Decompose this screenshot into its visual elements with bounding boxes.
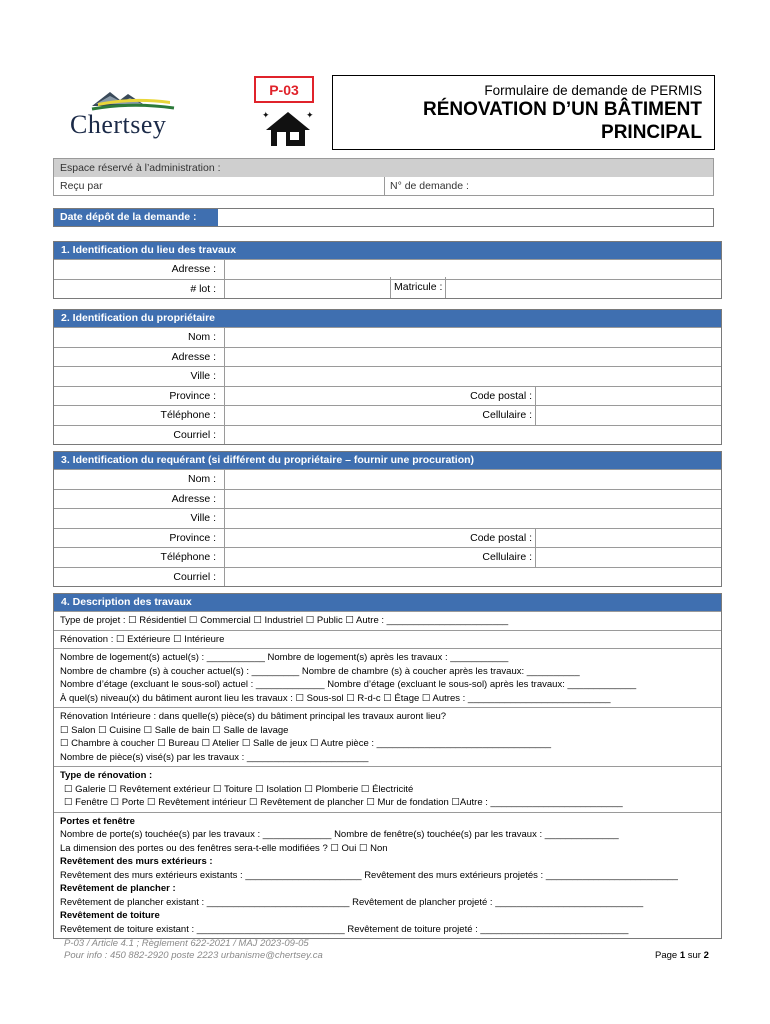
field-ville[interactable]: [54, 366, 721, 386]
renovation-block[interactable]: [54, 630, 721, 649]
type-renovation-heading: Type de rénovation :: [60, 770, 153, 781]
type-renovation-line-2[interactable]: ☐ Fenêtre ☐ Porte ☐ Revêtement intérieur ☐ Revêtement de plancher ☐ Mur de fondation ☐Autre : _________________________: [64, 797, 623, 808]
no-demande-label: N° de demande :: [390, 180, 469, 192]
type-projet[interactable]: Type de projet : ☐ Résidentiel ☐ Commercial ☐ Industriel ☐ Public ☐ Autre : _______________________: [60, 615, 509, 626]
svg-text:✦: ✦: [306, 110, 314, 120]
title-box: [332, 75, 715, 150]
label: Code postal :: [470, 389, 532, 402]
page-total: 2: [703, 950, 709, 961]
admin-section: [53, 158, 714, 196]
title-line1: Formulaire de demande de PERMIS: [484, 83, 702, 98]
label: # lot :: [190, 282, 216, 295]
pieces-line-1[interactable]: ☐ Salon ☐ Cuisine ☐ Salle de bain ☐ Salle de lavage: [60, 724, 289, 736]
divider: [224, 470, 225, 489]
date-depot-label: Date dépôt de la demande :: [54, 209, 218, 226]
field-courriel[interactable]: [54, 425, 721, 445]
admin-divider: [384, 177, 385, 195]
pieces-line-2[interactable]: ☐ Chambre à coucher ☐ Bureau ☐ Atelier ☐ Salle de jeux ☐ Autre pièce : _________________________________: [60, 738, 552, 749]
section-1: [53, 241, 722, 299]
label: Cellulaire :: [482, 409, 532, 421]
field-courriel[interactable]: [54, 567, 721, 587]
recu-par-label: Reçu par: [60, 180, 103, 192]
divider: [535, 387, 536, 406]
divider: [224, 529, 225, 548]
divider: [224, 280, 225, 299]
divider: [535, 529, 536, 548]
footer-line-1: P-03 / Article 4.1 ; Règlement 622-2021 / MAJ 2023-09-05: [64, 938, 309, 949]
label: Nom :: [187, 473, 216, 485]
divider: [224, 406, 225, 425]
divider: [390, 277, 391, 299]
plancher-line[interactable]: Revêtement de plancher existant : ___________________________ Revêtement de plancher projeté : ____________________________: [60, 896, 644, 908]
field-adresse[interactable]: [54, 489, 721, 509]
section-1-title: 1. Identification du lieu des travaux: [54, 242, 721, 259]
divider: [224, 509, 225, 528]
divider: [224, 568, 225, 587]
label: Adresse :: [171, 492, 216, 505]
label: Ville :: [190, 370, 216, 382]
divider: [224, 490, 225, 509]
niveaux-line[interactable]: À quel(s) niveau(x) du bâtiment auront lieu les travaux : ☐ Sous-sol ☐ R-d-c ☐ Étage ☐ Autres : ___________________________: [60, 692, 611, 704]
label: Téléphone :: [160, 551, 216, 563]
logements-line[interactable]: Nombre de logement(s) actuel(s) : ___________ Nombre de logement(s) après les travaux : ___________: [60, 652, 509, 663]
murs-exterieurs-line[interactable]: Revêtement des murs extérieurs existants : ______________________ Revêtement des murs extérieurs projetés : _________________________: [60, 869, 678, 881]
divider: [535, 406, 536, 425]
field-telephone[interactable]: [54, 547, 721, 567]
toiture-line[interactable]: Revêtement de toiture existant : ____________________________ Revêtement de toiture projeté : ____________________________: [60, 923, 629, 935]
section-3-title: 3. Identification du requérant (si différent du propriétaire – fournir une procuration): [54, 452, 721, 469]
interieure-question: Rénovation Intérieure : dans quelle(s) pièce(s) du bâtiment principal les travaux auront lieu?: [60, 711, 447, 722]
label: Province :: [169, 389, 216, 402]
page-sur: sur: [687, 950, 701, 961]
field-ville[interactable]: [54, 508, 721, 528]
toiture-heading: Revêtement de toiture: [60, 910, 160, 921]
field-adresse[interactable]: [54, 259, 721, 279]
date-depot-row[interactable]: [53, 208, 714, 227]
footer: [64, 938, 323, 962]
section-2: [53, 309, 722, 445]
page-label: Page: [655, 950, 678, 961]
type-renovation-block[interactable]: [54, 766, 721, 812]
portes-fenetre-heading: Portes et fenêtre: [60, 815, 135, 827]
label: Courriel :: [173, 428, 216, 441]
title-line2: RÉNOVATION D’UN BÂTIMENT: [422, 99, 702, 120]
field-nom[interactable]: [54, 327, 721, 347]
divider: [224, 426, 225, 445]
logements-block[interactable]: [54, 648, 721, 707]
divider: [224, 348, 225, 367]
section-2-title: 2. Identification du propriétaire: [54, 310, 721, 327]
chambres-line[interactable]: Nombre de chambre (s) à coucher actuel(s) : _________ Nombre de chambre (s) à coucher après les travaux: __________: [60, 665, 580, 677]
label: Cellulaire :: [482, 551, 532, 563]
divider: [535, 548, 536, 567]
page-num: 1: [679, 950, 686, 961]
field-province[interactable]: [54, 528, 721, 548]
divider: [224, 328, 225, 347]
matricule-label: Matricule :: [394, 280, 443, 293]
divider: [224, 367, 225, 386]
divider: [224, 548, 225, 567]
label: Code postal :: [470, 531, 532, 544]
title-line3: PRINCIPAL: [601, 122, 702, 143]
label: Téléphone :: [160, 409, 216, 421]
label: Courriel :: [173, 570, 216, 583]
etages-line[interactable]: Nombre d’étage (excluant le sous-sol) actuel : _____________ Nombre d’étage (excluant le sous-sol) après les travaux: _____________: [60, 679, 637, 690]
murs-exterieurs-heading: Revêtement des murs extérieurs :: [60, 856, 213, 867]
logo-text: Chertsey: [70, 110, 167, 139]
field-nom[interactable]: [54, 469, 721, 489]
admin-header: Espace réservé à l’administration :: [54, 159, 713, 177]
plancher-heading: Revêtement de plancher :: [60, 883, 176, 894]
label: Adresse :: [171, 263, 216, 275]
form-code-badge: P-03: [254, 76, 314, 103]
footer-line-2: Pour info : 450 882-2920 poste 2223 urbanisme@chertsey.ca: [64, 950, 323, 961]
section-4-title: 4. Description des travaux: [54, 594, 721, 611]
section-3: [53, 451, 722, 587]
field-province[interactable]: [54, 386, 721, 406]
details-block[interactable]: [54, 812, 721, 939]
portes-fenetre-line-2[interactable]: La dimension des portes ou des fenêtres sera-t-elle modifiées ? ☐ Oui ☐ Non: [60, 842, 388, 854]
label: Nom :: [187, 331, 216, 343]
house-icon: [260, 106, 316, 150]
section-4: [53, 593, 722, 939]
portes-fenetre-line-1[interactable]: Nombre de porte(s) touchée(s) par les travaux : _____________ Nombre de fenêtre(s) touchée(s) par les travaux : ______________: [60, 829, 619, 840]
divider: [224, 260, 225, 279]
label: Province :: [169, 531, 216, 544]
divider: [445, 277, 446, 299]
nombre-pieces[interactable]: Nombre de pièce(s) visé(s) par les travaux : _______________________: [60, 751, 369, 763]
admin-row: [54, 177, 713, 195]
field-lot[interactable]: [54, 279, 721, 299]
type-renovation-line-1[interactable]: ☐ Galerie ☐ Revêtement extérieur ☐ Toiture ☐ Isolation ☐ Plomberie ☐ Électricité: [64, 783, 414, 795]
page-number: [655, 950, 709, 961]
renovation[interactable]: Rénovation : ☐ Extérieure ☐ Intérieure: [60, 633, 225, 645]
interieure-block[interactable]: [54, 707, 721, 766]
label: Adresse :: [171, 350, 216, 363]
type-projet-block[interactable]: [54, 611, 721, 630]
svg-text:✦: ✦: [262, 110, 270, 120]
chertsey-logo: [62, 84, 212, 144]
field-telephone[interactable]: [54, 405, 721, 425]
label: Ville :: [190, 512, 216, 524]
divider: [224, 387, 225, 406]
field-adresse[interactable]: [54, 347, 721, 367]
